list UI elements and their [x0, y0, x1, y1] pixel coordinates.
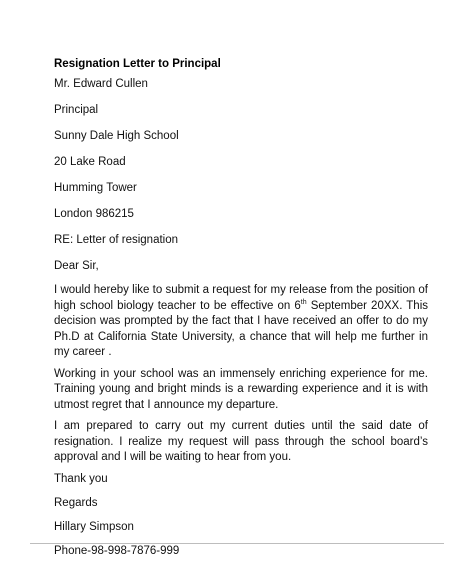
signer-name: Hillary Simpson: [54, 520, 134, 533]
paragraph-1: [54, 283, 428, 361]
bottom-divider: [30, 543, 444, 544]
address-city: London 986215: [54, 208, 134, 220]
letter-title: Resignation Letter to Principal: [54, 58, 221, 70]
address-line-1: 20 Lake Road: [54, 156, 126, 168]
salutation: Dear Sir,: [54, 260, 99, 272]
recipient-title: Principal: [54, 104, 99, 116]
paragraph-1-end: September 20XX. This decision was prompted by the fact that I have received an offer to do my Ph.D at California State University, a chance that will help me further in my career .: [54, 299, 428, 358]
letter-body: [54, 57, 428, 568]
recipient-name: Mr. Edward Cullen: [54, 78, 148, 90]
subject-line: RE: Letter of resignation: [54, 234, 179, 246]
date-ordinal-suffix: th: [300, 298, 307, 306]
address-line-2: Humming Tower: [54, 182, 137, 194]
paragraph-2: Working in your school was an immensely enriching experience for me. Training young and bright minds is a rewarding experience and it is with utmost regret that I announce my departure.: [54, 367, 428, 411]
school-name: Sunny Dale High School: [54, 130, 179, 142]
paragraph-3: I am prepared to carry out my current duties until the said date of resignation. I realize my request will pass through the school board’s approval and I will be waiting to hear from you.: [54, 420, 428, 463]
paragraph-1-start: I would hereby like to submit a request for my release from the position of high school biology teacher to be effective on 6: [54, 284, 428, 312]
closing-thanks: Thank you: [54, 472, 108, 485]
closing-regards: Regards: [54, 496, 98, 509]
signer-phone: Phone-98-998-7876-999: [54, 544, 180, 557]
